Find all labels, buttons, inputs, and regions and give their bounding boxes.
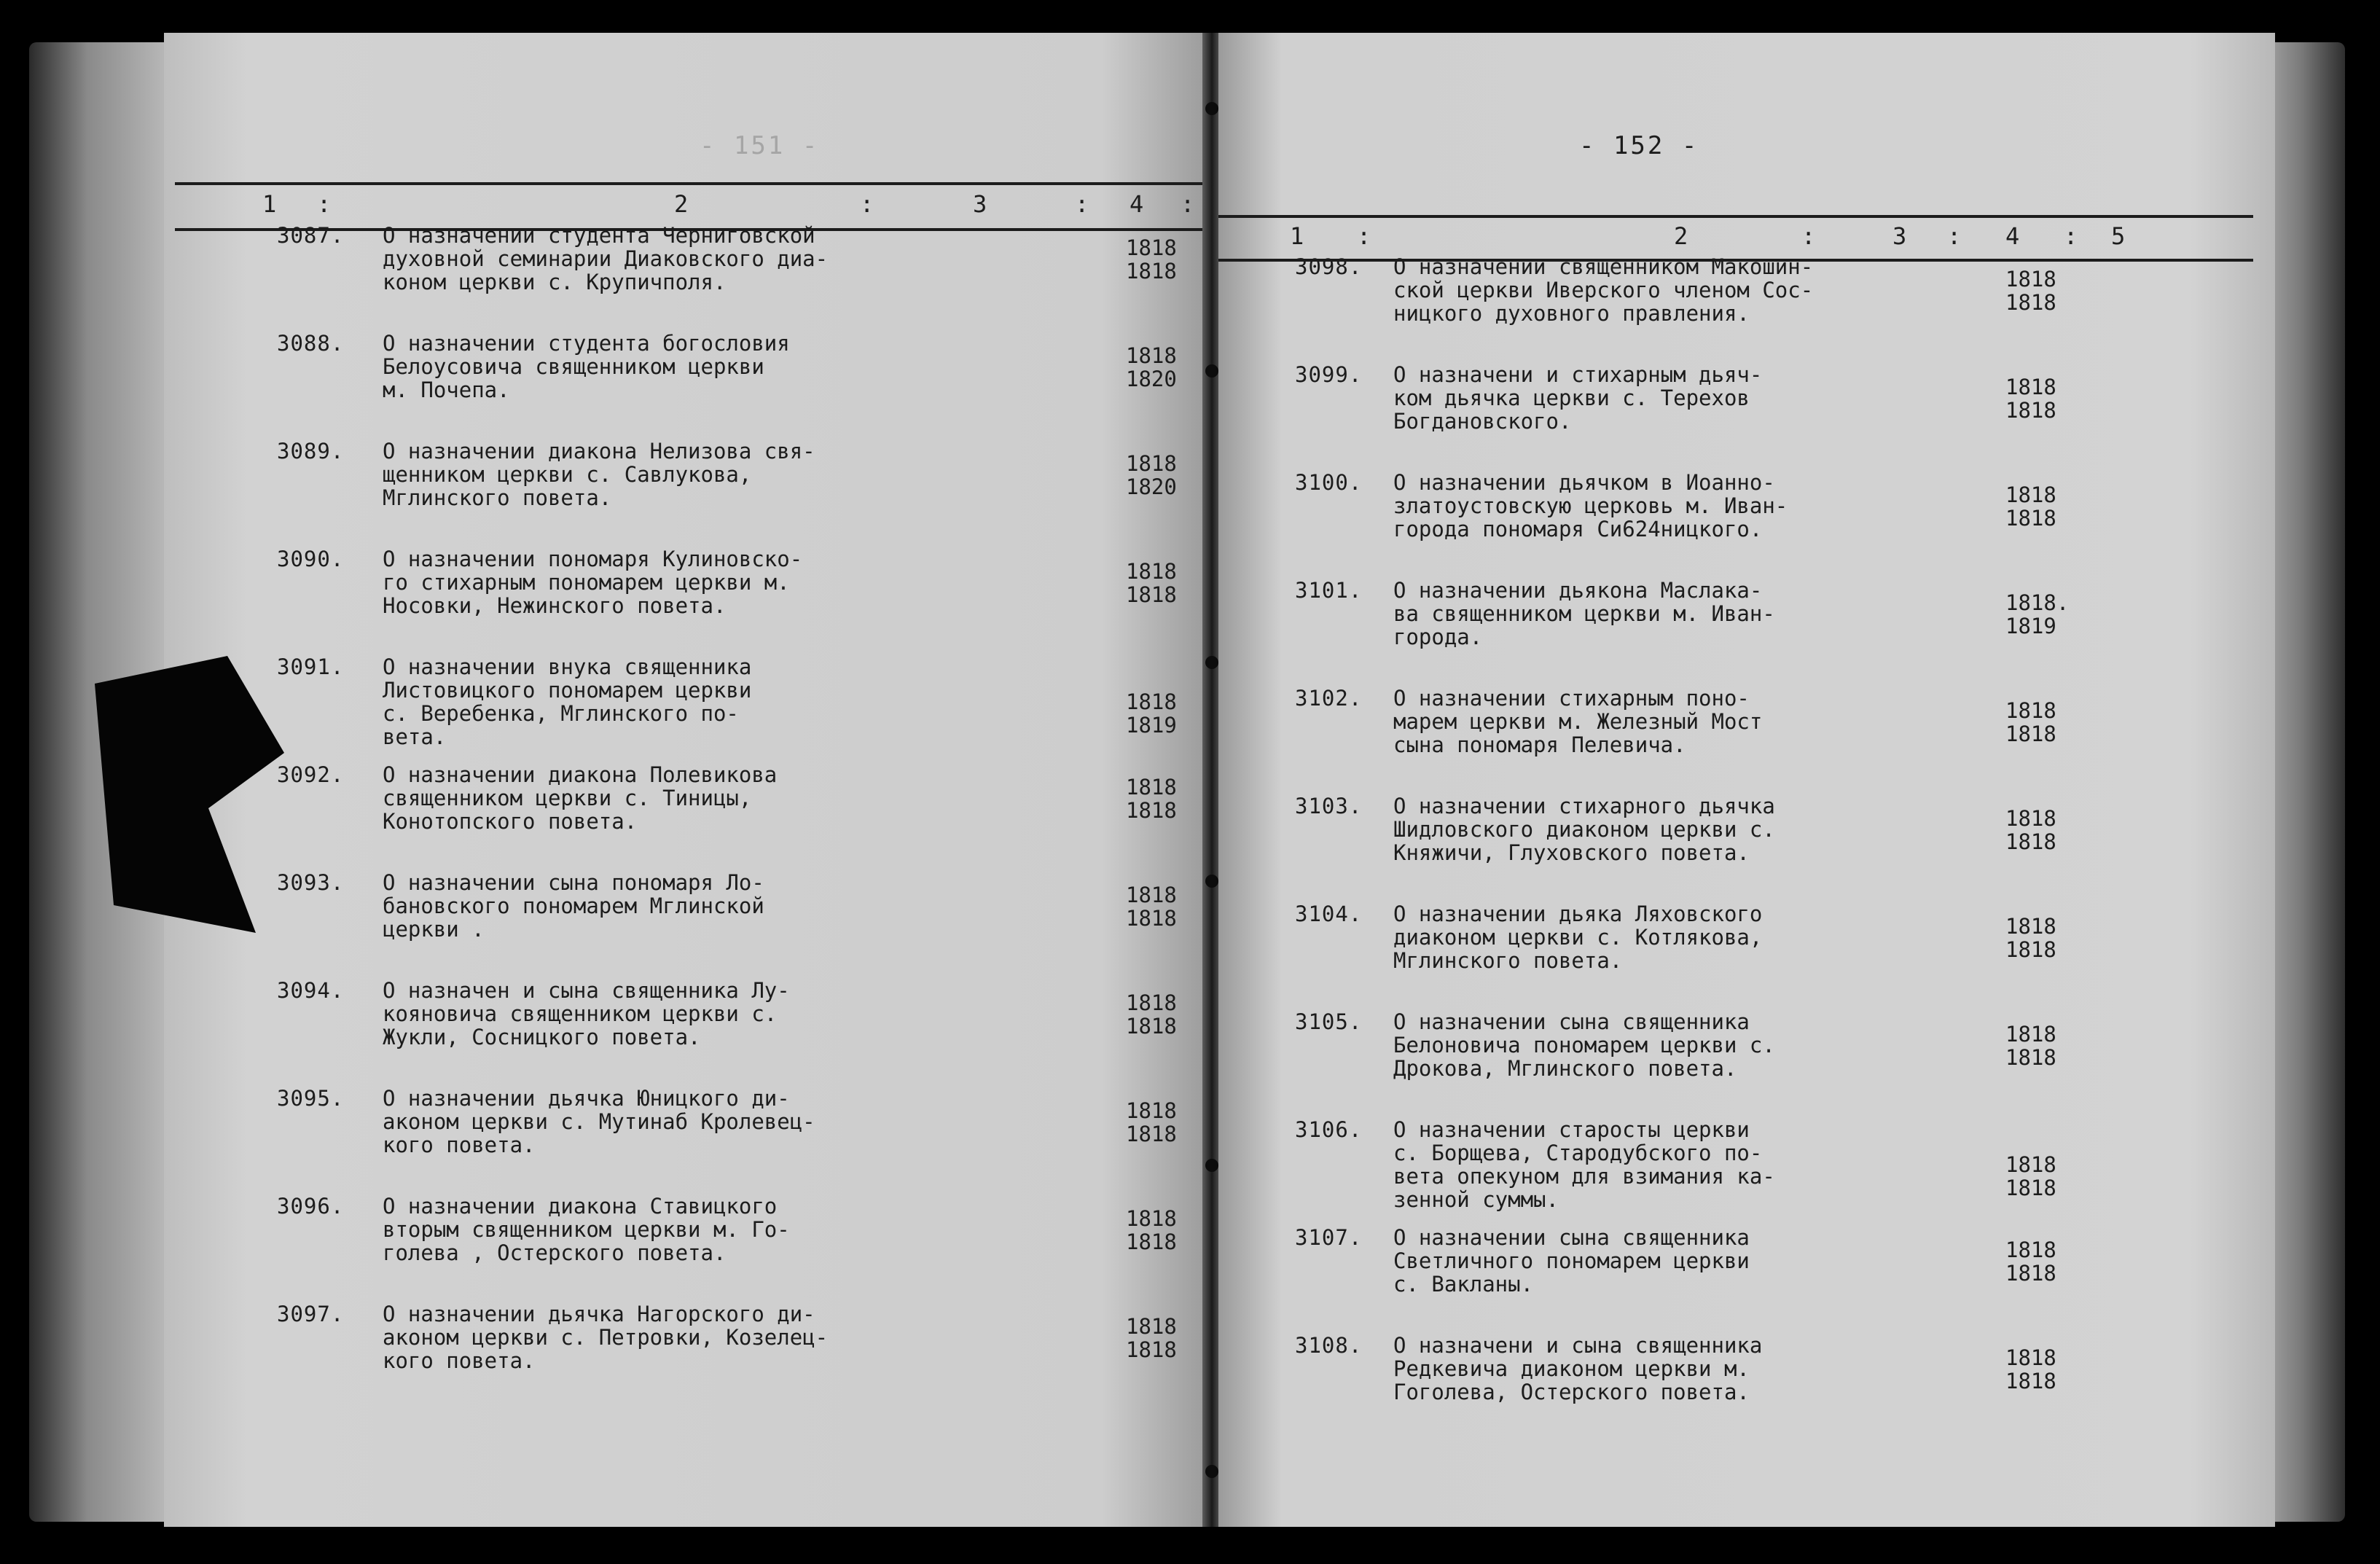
entry-description: О назначении сына священника Светличного пономарем церкви с. Вакланы.	[1393, 1225, 1750, 1297]
entry-number: 3087.	[277, 223, 345, 248]
entry-years	[1126, 991, 1199, 1038]
entry-description: О назначении внука священника Листовицкого пономарем церкви с. Веребенка, Мглинского по- вета.	[383, 654, 752, 749]
entry-year: 1818	[1126, 883, 1177, 907]
entry-row	[277, 439, 1188, 540]
entry-description: О назначении стихарного дьячка Шидловского диаконом церкви с. Княжичи, Глуховского повета.	[1393, 794, 1775, 865]
entry-year: 1819	[2005, 614, 2056, 638]
entry-description: О назначени и сына священника Редкевича диаконом церкви м. Гоголева, Остерского повета.	[1393, 1333, 1763, 1404]
ghost-page-number: - 151 -	[700, 131, 820, 160]
entry-description: О назначении студента Черниговской духовной семинарии Диаковского диа- коном церкви с. Крупичполя.	[383, 223, 829, 294]
column-separator: :	[1181, 190, 1195, 218]
entry-description: О назначении дьячка Юницкого ди- аконом церкви с. Мутинаб Кролевец- кого повета.	[383, 1086, 815, 1157]
entry-number: 3100.	[1295, 470, 1363, 495]
entry-year: 1818	[2005, 1237, 2056, 1262]
entry-year: 1818	[1126, 798, 1177, 823]
entry-years	[1126, 883, 1199, 930]
binding-stitch	[1205, 656, 1218, 669]
column-header-3: 3	[1892, 222, 1907, 250]
entry-years	[2005, 915, 2078, 961]
entry-year: 1818	[1126, 1229, 1177, 1254]
entry-number: 3105.	[1295, 1009, 1363, 1034]
entry-row	[1295, 471, 2242, 571]
entry-row	[1295, 363, 2242, 464]
entry-years	[1126, 560, 1199, 606]
entry-year: 1818	[2005, 698, 2056, 723]
entry-year: 1818	[2005, 1152, 2056, 1177]
entry-number: 3089.	[277, 439, 345, 464]
entry-years	[2005, 807, 2078, 853]
entry-description: О назначении стихарным поно- марем церкви м. Железный Мост сына пономаря Пелевича.	[1393, 686, 1763, 757]
entry-row	[1295, 1334, 2242, 1434]
right-page	[1218, 33, 2275, 1527]
left-page	[164, 33, 1206, 1527]
entry-number: 3093.	[277, 870, 345, 895]
entry-number: 3094.	[277, 978, 345, 1003]
entry-year: 1818	[2005, 1345, 2056, 1370]
entry-year: 1818	[2005, 914, 2056, 939]
entry-years	[2005, 1153, 2078, 1200]
entry-year: 1818	[1126, 689, 1177, 714]
column-separator: :	[2064, 222, 2078, 250]
entry-year: 1818	[1126, 1122, 1177, 1146]
entry-year: 1818	[2005, 1369, 2056, 1393]
entry-description: О назначении сына священника Белоновича пономарем церкви с. Дрокова, Мглинского повета.	[1393, 1009, 1775, 1081]
entry-row	[277, 1194, 1188, 1295]
entry-year: 1818	[1126, 1337, 1177, 1362]
entry-description: О назначении студента богословия Белоусовича священником церкви м. Почепа.	[383, 331, 790, 402]
entry-year: 1818	[2005, 398, 2056, 423]
entry-number: 3108.	[1295, 1333, 1363, 1358]
entry-number: 3101.	[1295, 578, 1363, 603]
entry-years	[2005, 267, 2078, 314]
entry-year: 1818	[1126, 906, 1177, 931]
entry-year: 1818	[2005, 937, 2056, 962]
entry-year: 1818	[2005, 806, 2056, 831]
column-header-5: 5	[2111, 222, 2126, 250]
entry-row	[277, 763, 1188, 864]
entry-row	[277, 1302, 1188, 1403]
column-header-4: 4	[2005, 222, 2020, 250]
entry-number: 3102.	[1295, 686, 1363, 711]
binding-stitch	[1205, 364, 1218, 378]
entry-years	[2005, 591, 2078, 638]
entry-row	[1295, 1118, 2242, 1219]
entry-year: 1818	[1126, 990, 1177, 1015]
entry-year: 1818	[1126, 451, 1177, 476]
entry-description: О назначении дьячка Нагорского ди- аконом церкви с. Петровки, Козелец- кого повета.	[383, 1302, 829, 1373]
entry-row	[1295, 1010, 2242, 1111]
entry-year: 1819	[1126, 713, 1177, 738]
column-separator: :	[860, 190, 874, 218]
entry-years	[1126, 1207, 1199, 1254]
entry-description: О назначении сына пономаря Ло- бановского пономарем Мглинской церкви .	[383, 870, 764, 942]
entry-description: О назначении дьяка Ляховского диаконом церкви с. Котлякова, Мглинского повета.	[1393, 902, 1763, 973]
entry-year: 1818	[2005, 722, 2056, 746]
entry-years	[1126, 775, 1199, 822]
column-separator: :	[1947, 222, 1962, 250]
entry-number: 3097.	[277, 1302, 345, 1326]
entry-year: 1818	[2005, 267, 2056, 292]
entry-row	[277, 1087, 1188, 1187]
entry-row	[277, 979, 1188, 1079]
column-header-1: 1	[1290, 222, 1304, 250]
entry-years	[1126, 452, 1199, 498]
entry-years	[2005, 483, 2078, 530]
entry-description: О назначении диакона Полевикова священником церкви с. Тиницы, Конотопского повета.	[383, 762, 778, 834]
binding-stitch	[1205, 1465, 1218, 1478]
entry-row	[277, 224, 1188, 324]
entry-year: 1818	[1126, 582, 1177, 607]
entry-years	[2005, 1346, 2078, 1393]
entry-row	[277, 332, 1188, 432]
entry-year: 1818	[1126, 775, 1177, 799]
column-header-2: 2	[674, 190, 689, 218]
entry-description: О назначении дьякона Маслака- ва священником церкви м. Иван- города.	[1393, 578, 1775, 649]
header-top-rule	[175, 182, 1206, 185]
entry-row	[1295, 255, 2242, 356]
entry-row	[1295, 579, 2242, 679]
entry-number: 3099.	[1295, 362, 1363, 387]
entry-year: 1818	[1126, 343, 1177, 368]
entry-row	[1295, 902, 2242, 1003]
entry-year: 1818	[2005, 1261, 2056, 1286]
entry-years	[1126, 690, 1199, 737]
entry-year: 1818	[1126, 1314, 1177, 1339]
entry-number: 3104.	[1295, 902, 1363, 926]
entry-years	[2005, 1023, 2078, 1069]
entry-years	[2005, 1238, 2078, 1285]
entry-row	[1295, 1226, 2242, 1326]
entry-number: 3098.	[1295, 254, 1363, 279]
entry-year: 1820	[1126, 474, 1177, 499]
entry-row	[277, 655, 1188, 756]
entry-row	[1295, 687, 2242, 787]
entry-years	[1126, 236, 1199, 283]
entry-description: О назначении диакона Нелизова свя- щенником церкви с. Савлукова, Мглинского повета.	[383, 439, 815, 510]
entry-row	[277, 547, 1188, 648]
entry-year: 1818	[1126, 235, 1177, 260]
entry-year: 1818	[1126, 259, 1177, 284]
entry-description: О назначении дьячком в Иоанно- златоустовскую церковь м. Иван- города пономаря Си624ницкого.	[1393, 470, 1788, 541]
entry-years	[2005, 375, 2078, 422]
column-separator: :	[1357, 222, 1371, 250]
entry-year: 1818	[2005, 829, 2056, 854]
entry-description: О назначении диакона Ставицкого вторым священником церкви м. Го- голева , Остерского повета.	[383, 1194, 790, 1265]
entry-year: 1818	[2005, 1022, 2056, 1047]
entry-year: 1818	[2005, 506, 2056, 531]
entry-description: О назначении священником Макошин- ской церкви Иверского членом Сос- ницкого духовного правления.	[1393, 254, 1814, 326]
entry-description: О назначении пономаря Кулиновско- го стихарным пономарем церкви м. Носовки, Нежинского повета.	[383, 547, 803, 618]
column-header-2: 2	[1674, 222, 1688, 250]
column-separator: :	[1075, 190, 1089, 218]
page-number: - 152 -	[1579, 131, 1699, 160]
entry-number: 3103.	[1295, 794, 1363, 818]
binding-stitch	[1205, 102, 1218, 115]
entry-year: 1818	[2005, 375, 2056, 399]
entry-row	[277, 871, 1188, 971]
column-separator: :	[317, 190, 332, 218]
entry-description: О назначен и сына священника Лу- кояновича священником церкви с. Жукли, Сосницкого повета.	[383, 978, 790, 1049]
entry-year: 1818	[2005, 290, 2056, 315]
entry-number: 3107.	[1295, 1225, 1363, 1250]
entry-number: 3106.	[1295, 1117, 1363, 1142]
entry-year: 1818	[1126, 559, 1177, 584]
entry-year: 1818	[2005, 1045, 2056, 1070]
entry-year: 1818.	[2005, 590, 2070, 615]
entry-years	[1126, 1315, 1199, 1361]
entry-number: 3092.	[277, 762, 345, 787]
entry-description: О назначени и стихарным дьяч- ком дьячка церкви с. Терехов Богдановского.	[1393, 362, 1763, 434]
column-header-4: 4	[1130, 190, 1144, 218]
entry-number: 3095.	[277, 1086, 345, 1111]
header-top-rule	[1218, 215, 2253, 218]
entry-description: О назначении старосты церкви с. Борщева, Стародубского по- вета опекуном для взимания ка- зенной суммы.	[1393, 1117, 1775, 1212]
entry-year: 1818	[1126, 1098, 1177, 1123]
entry-year: 1818	[2005, 1176, 2056, 1200]
entry-year: 1818	[2005, 482, 2056, 507]
entry-years	[2005, 699, 2078, 746]
binding-stitch	[1205, 1159, 1218, 1172]
column-header-1: 1	[262, 190, 277, 218]
entry-number: 3088.	[277, 331, 345, 356]
entry-years	[1126, 344, 1199, 391]
entry-row	[1295, 794, 2242, 895]
entry-number: 3090.	[277, 547, 345, 571]
entry-year: 1820	[1126, 367, 1177, 391]
binding-stitch	[1205, 875, 1218, 888]
entry-year: 1818	[1126, 1014, 1177, 1039]
column-separator: :	[1801, 222, 1816, 250]
column-header-3: 3	[973, 190, 987, 218]
entry-year: 1818	[1126, 1206, 1177, 1231]
entry-number: 3096.	[277, 1194, 345, 1219]
entry-number: 3091.	[277, 654, 345, 679]
entry-years	[1126, 1099, 1199, 1146]
